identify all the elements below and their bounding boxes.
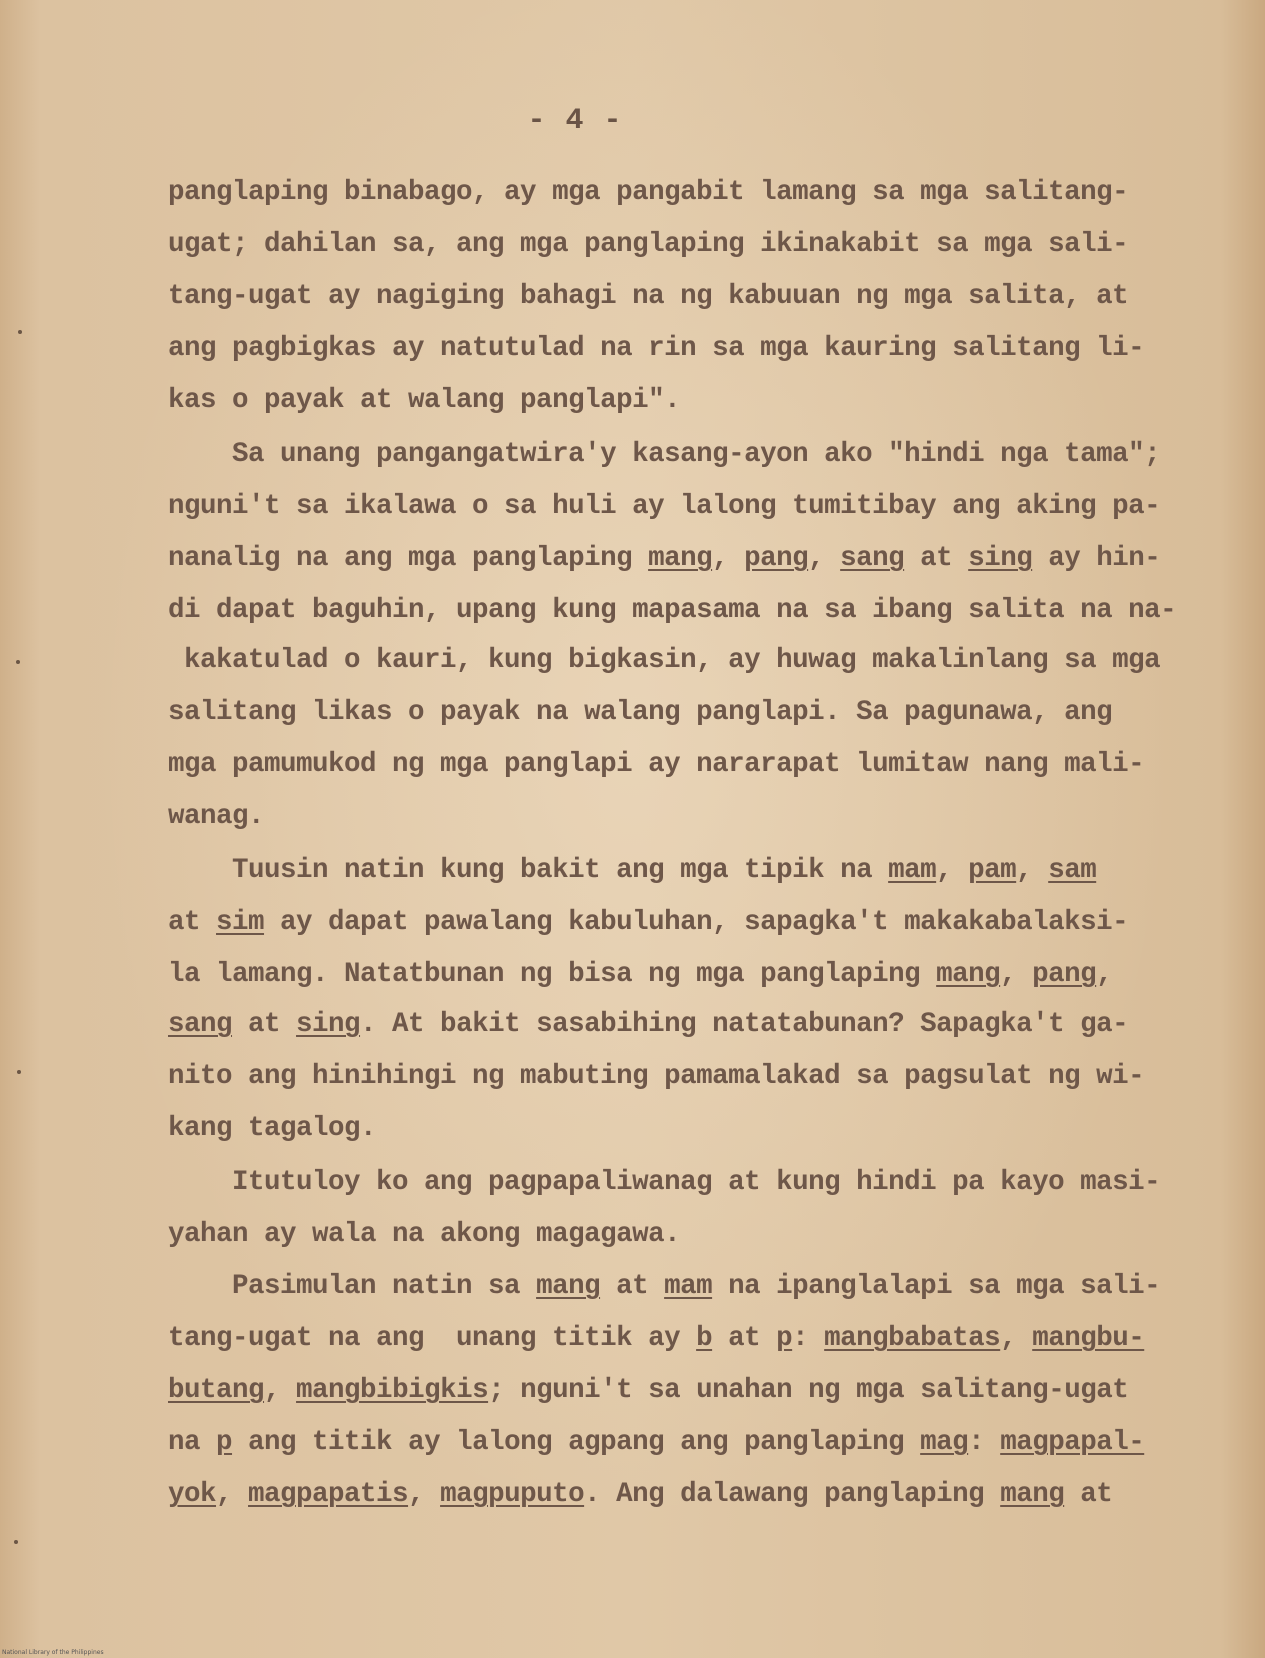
text-segment: at (168, 907, 217, 938)
margin-mark (17, 1070, 21, 1074)
underlined-word: sang (168, 1009, 233, 1040)
margin-mark (16, 660, 20, 664)
text-segment: wanag. (168, 801, 265, 832)
text-line (168, 280, 1128, 314)
underlined-word: sing (968, 543, 1033, 574)
underlined-word: mangbu- (1032, 1323, 1145, 1354)
text-segment: na (168, 1427, 217, 1458)
text-segment: na ipanglalapi sa mga sali- (712, 1271, 1161, 1302)
footer-credit: National Library of the Philippines (2, 1649, 104, 1656)
text-line (168, 1008, 1128, 1042)
text-segment: at (712, 1323, 777, 1354)
text-segment: kakatulad o kauri, kung bigkasin, ay huwag makalinlang sa mga (168, 645, 1161, 676)
text-line (168, 228, 1128, 262)
text-segment: at (904, 543, 969, 574)
text-segment: kang tagalog. (168, 1113, 377, 1144)
text-segment: at (1064, 1479, 1113, 1510)
text-segment: Itutuloy ko ang pagpapaliwanag at kung hindi pa kayo masi- (168, 1167, 1161, 1198)
underlined-word: p (216, 1427, 233, 1458)
text-segment: ang titik ay lalong agpang ang panglaping (232, 1427, 921, 1458)
text-line (168, 854, 1096, 888)
text-line (168, 1060, 1144, 1094)
underlined-word: mam (888, 855, 937, 886)
text-segment: , (216, 1479, 249, 1510)
text-segment: nanalig na ang mga panglaping (168, 543, 649, 574)
text-line (168, 438, 1160, 472)
underlined-word: sim (216, 907, 265, 938)
underlined-word: sam (1048, 855, 1097, 886)
text-segment: tang-ugat na ang unang titik ay (168, 1323, 697, 1354)
text-segment: mga pamumukod ng mga panglapi ay nararapat lumitaw nang mali- (168, 749, 1145, 780)
text-segment: , (1096, 959, 1113, 990)
underlined-word: mangbabatas (824, 1323, 1001, 1354)
text-segment: ay hin- (1032, 543, 1161, 574)
text-segment: , (264, 1375, 297, 1406)
text-segment: di dapat baguhin, upang kung mapasama na sa ibang salita na na- (168, 595, 1177, 626)
text-segment: Sa unang pangangatwira'y kasang-ayon ako "hindi nga tama"; (168, 439, 1161, 470)
text-segment: kas o payak at walang panglapi". (168, 385, 681, 416)
text-line (168, 1166, 1160, 1200)
text-line (168, 1478, 1112, 1512)
text-line (168, 906, 1128, 940)
text-segment: : (792, 1323, 825, 1354)
text-line (168, 1112, 376, 1146)
text-line (168, 176, 1128, 210)
text-segment: . At bakit sasabihing natatabunan? Sapagka't ga- (360, 1009, 1129, 1040)
text-line (168, 644, 1160, 678)
text-segment: at (232, 1009, 297, 1040)
text-segment: , (712, 543, 745, 574)
text-segment: Tuusin natin kung bakit ang mga tipik na (168, 855, 889, 886)
text-segment: , (1000, 1323, 1033, 1354)
margin-mark (18, 330, 22, 334)
text-segment: , (1000, 959, 1033, 990)
underlined-word: sang (840, 543, 905, 574)
text-line (168, 800, 264, 834)
text-line (168, 1426, 1144, 1460)
underlined-word: sing (296, 1009, 361, 1040)
text-segment: ay dapat pawalang kabuluhan, sapagka't makakabalaksi- (264, 907, 1129, 938)
text-line (168, 1270, 1160, 1304)
underlined-word: magpapatis (248, 1479, 409, 1510)
underlined-word: mangbibigkis (296, 1375, 489, 1406)
underlined-word: b (696, 1323, 713, 1354)
text-line (168, 594, 1176, 628)
text-segment: . Ang dalawang panglaping (584, 1479, 1001, 1510)
page-number: - 4 - (527, 104, 623, 138)
text-line (168, 1218, 680, 1252)
text-segment: Pasimulan natin sa (168, 1271, 537, 1302)
text-segment: , (936, 855, 969, 886)
text-segment: , (808, 543, 841, 574)
text-line (168, 490, 1160, 524)
underlined-word: pam (968, 855, 1017, 886)
text-segment: , (408, 1479, 441, 1510)
text-line (168, 332, 1144, 366)
text-segment: nguni't sa ikalawa o sa huli ay lalong tumitibay ang aking pa- (168, 491, 1161, 522)
underlined-word: mam (664, 1271, 713, 1302)
margin-mark (14, 1540, 18, 1544)
underlined-word: mang (536, 1271, 601, 1302)
underlined-word: yok (168, 1479, 217, 1510)
text-segment: panglaping binabago, ay mga pangabit lamang sa mga salitang- (168, 177, 1129, 208)
underlined-word: pang (744, 543, 809, 574)
text-segment: ang pagbigkas ay natutulad na rin sa mga kauring salitang li- (168, 333, 1145, 364)
text-line (168, 542, 1160, 576)
underlined-word: mang (1000, 1479, 1065, 1510)
text-line (168, 1322, 1144, 1356)
text-line (168, 696, 1112, 730)
underlined-word: mang (936, 959, 1001, 990)
underlined-word: magpuputo (440, 1479, 585, 1510)
underlined-word: pang (1032, 959, 1097, 990)
text-line (168, 748, 1144, 782)
text-segment: yahan ay wala na akong magagawa. (168, 1219, 681, 1250)
underlined-word: magpapal- (1000, 1427, 1145, 1458)
text-segment: ; nguni't sa unahan ng mga salitang-ugat (488, 1375, 1129, 1406)
text-segment: at (600, 1271, 665, 1302)
underlined-word: mag (920, 1427, 969, 1458)
text-segment: : (968, 1427, 1001, 1458)
text-segment: nito ang hinihingi ng mabuting pamamalakad sa pagsulat ng wi- (168, 1061, 1145, 1092)
text-segment: la lamang. Natatbunan ng bisa ng mga panglaping (168, 959, 937, 990)
text-segment: , (1016, 855, 1049, 886)
text-line (168, 384, 680, 418)
text-segment: salitang likas o payak na walang panglapi. Sa pagunawa, ang (168, 697, 1113, 728)
underlined-word: butang (168, 1375, 265, 1406)
text-segment: tang-ugat ay nagiging bahagi na ng kabuuan ng mga salita, at (168, 281, 1129, 312)
underlined-word: p (776, 1323, 793, 1354)
text-line (168, 1374, 1128, 1408)
underlined-word: mang (648, 543, 713, 574)
text-segment: ugat; dahilan sa, ang mga panglaping ikinakabit sa mga sali- (168, 229, 1129, 260)
text-line (168, 958, 1112, 992)
